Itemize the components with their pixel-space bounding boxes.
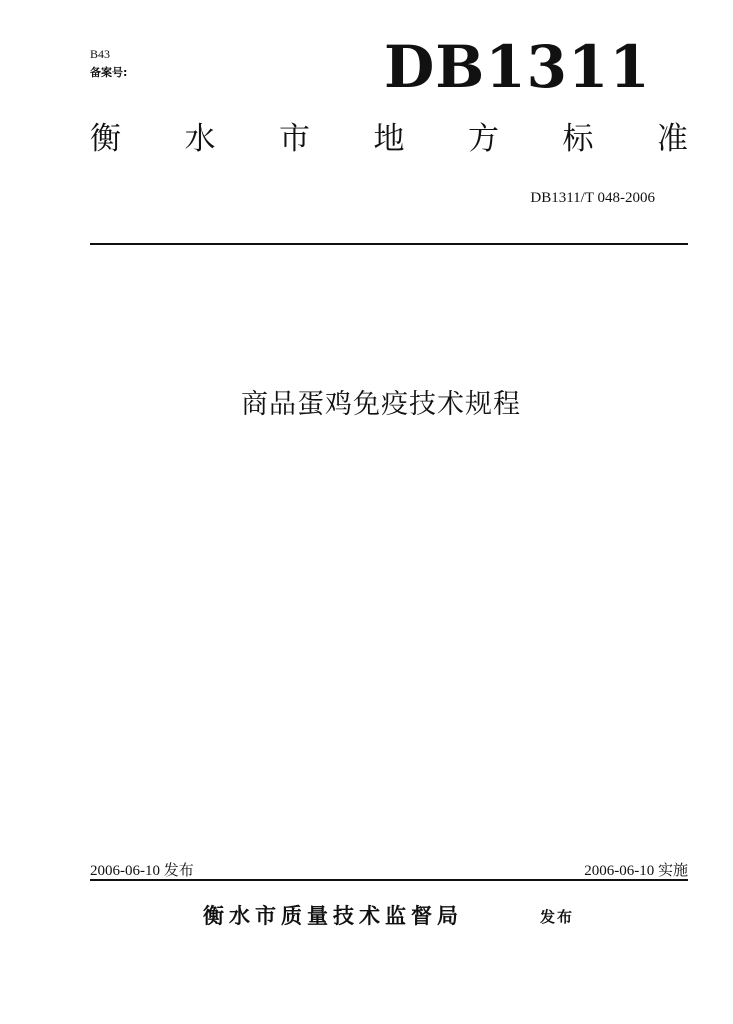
record-number-label: 备案号: bbox=[90, 66, 128, 79]
classification-code: B43 bbox=[90, 47, 111, 61]
standard-type-char: 地 bbox=[373, 121, 405, 157]
standard-number: DB1311/T 048-2006 bbox=[530, 190, 655, 206]
standard-type-char: 衡 bbox=[90, 121, 121, 157]
standard-type-char: 标 bbox=[562, 121, 594, 157]
standard-type-heading bbox=[90, 121, 688, 157]
publisher-name: 衡水市质量技术监督局 bbox=[203, 904, 463, 928]
header-divider bbox=[90, 243, 688, 245]
issue-date: 2006-06-10 发布 bbox=[90, 863, 194, 879]
standard-type-char: 水 bbox=[184, 121, 216, 157]
standard-type-char: 方 bbox=[468, 121, 499, 157]
publish-label: 发布 bbox=[540, 908, 575, 926]
implementation-date: 2006-06-10 实施 bbox=[584, 863, 688, 879]
footer-divider bbox=[90, 879, 688, 881]
standard-type-char: 准 bbox=[657, 121, 688, 157]
standard-type-char: 市 bbox=[279, 121, 310, 157]
standard-code-logo: DB1311 bbox=[384, 33, 651, 101]
document-title: 商品蛋鸡免疫技术规程 bbox=[241, 389, 521, 420]
